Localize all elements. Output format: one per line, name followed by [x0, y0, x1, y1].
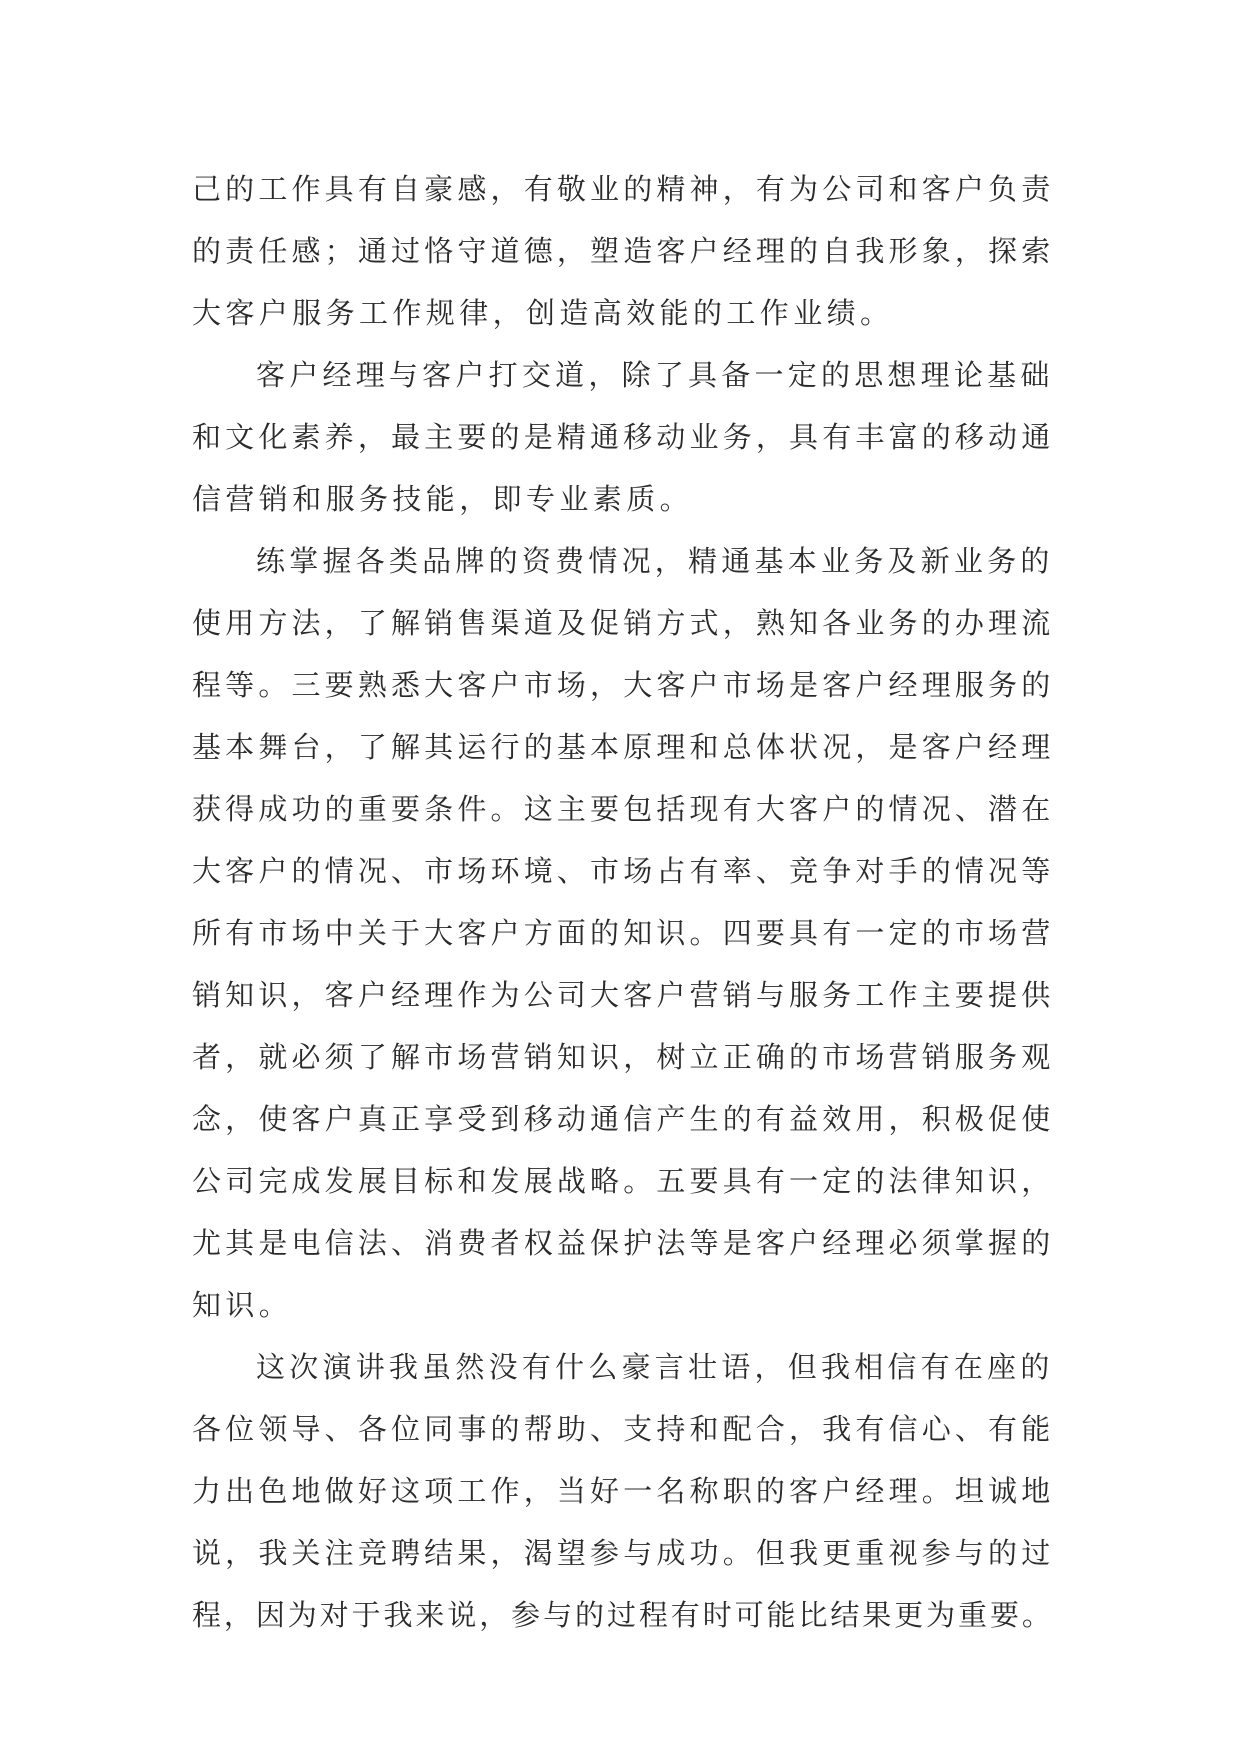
document-body — [192, 158, 1054, 1646]
text-line: 程，因为对于我来说，参与的过程有时可能比结果更为重要。 — [192, 1598, 1054, 1632]
text-line: 己的工作具有自豪感，有敬业的精神，有为公司和客户负责 — [192, 172, 1055, 206]
text-line: 程等。三要熟悉大客户市场，大客户市场是客户经理服务的 — [192, 668, 1055, 702]
text-line: 公司完成发展目标和发展战略。五要具有一定的法律知识， — [192, 1164, 1055, 1198]
text-line: 知识。 — [192, 1288, 293, 1322]
text-line: 者，就必须了解市场营销知识，树立正确的市场营销服务观 — [192, 1040, 1055, 1074]
text-line: 客户经理与客户打交道，除了具备一定的思想理论基础 — [256, 358, 1054, 392]
text-line: 和文化素养，最主要的是精通移动业务，具有丰富的移动通 — [192, 420, 1055, 454]
text-line: 这次演讲我虽然没有什么豪言壮语，但我相信有在座的 — [256, 1350, 1054, 1384]
text-line: 说，我关注竞聘结果，渴望参与成功。但我更重视参与的过 — [192, 1536, 1055, 1570]
text-line: 所有市场中关于大客户方面的知识。四要具有一定的市场营 — [192, 916, 1055, 950]
text-line: 获得成功的重要条件。这主要包括现有大客户的情况、潜在 — [192, 792, 1055, 826]
text-line: 信营销和服务技能，即专业素质。 — [192, 482, 694, 516]
text-line: 使用方法，了解销售渠道及促销方式，熟知各业务的办理流 — [192, 606, 1055, 640]
text-line: 力出色地做好这项工作，当好一名称职的客户经理。坦诚地 — [192, 1474, 1055, 1508]
text-line: 念，使客户真正享受到移动通信产生的有益效用，积极促使 — [192, 1102, 1055, 1136]
text-line: 基本舞台，了解其运行的基本原理和总体状况，是客户经理 — [192, 730, 1055, 764]
text-line: 各位领导、各位同事的帮助、支持和配合，我有信心、有能 — [192, 1412, 1055, 1446]
text-line: 的责任感；通过恪守道德，塑造客户经理的自我形象，探索 — [192, 234, 1055, 268]
text-line: 尤其是电信法、消费者权益保护法等是客户经理必须掌握的 — [192, 1226, 1055, 1260]
text-line: 销知识，客户经理作为公司大客户营销与服务工作主要提供 — [192, 978, 1055, 1012]
text-line: 练掌握各类品牌的资费情况，精通基本业务及新业务的 — [256, 544, 1054, 578]
text-line: 大客户服务工作规律，创造高效能的工作业绩。 — [192, 296, 894, 330]
text-line: 大客户的情况、市场环境、市场占有率、竞争对手的情况等 — [192, 854, 1055, 888]
